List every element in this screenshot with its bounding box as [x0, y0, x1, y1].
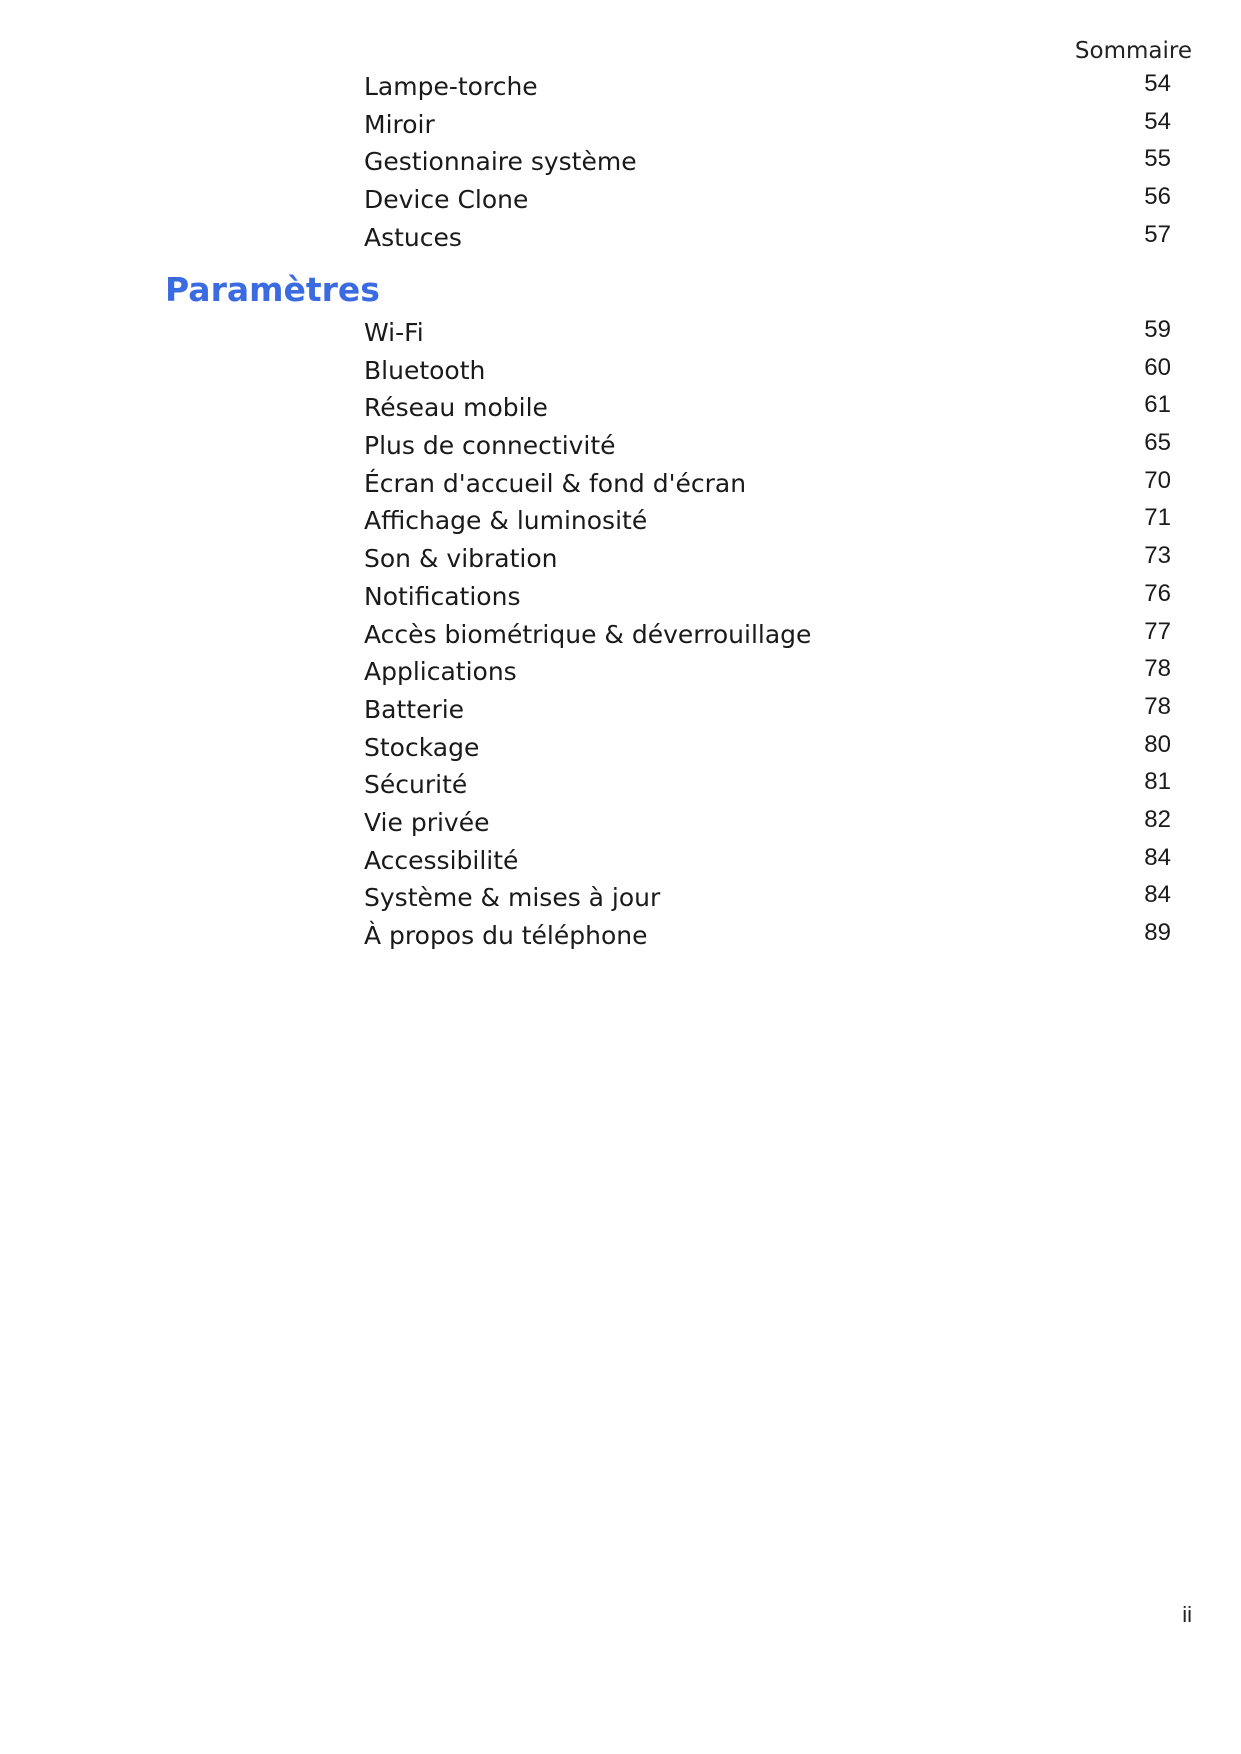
toc-entry-page-number[interactable]: 71 [1144, 504, 1171, 532]
toc-entry-page-number[interactable]: 84 [1144, 881, 1171, 909]
toc-entry[interactable] [0, 502, 1241, 540]
toc-entry[interactable] [0, 143, 1241, 181]
toc-entry[interactable] [0, 389, 1241, 427]
toc-entry[interactable] [0, 540, 1241, 578]
toc-entry[interactable] [0, 653, 1241, 691]
toc-entry-title[interactable]: Device Clone [364, 185, 529, 215]
toc-entry-page-number[interactable]: 65 [1144, 429, 1171, 457]
toc-entry-page-number[interactable]: 80 [1144, 730, 1171, 758]
toc-entry-page-number[interactable]: 60 [1144, 353, 1171, 381]
toc-entry-title[interactable]: Affichage & luminosité [364, 506, 648, 536]
toc-entry-page-number[interactable]: 61 [1144, 391, 1171, 419]
toc-entry-page-number[interactable]: 77 [1144, 617, 1171, 645]
toc-entry-page-number[interactable]: 84 [1144, 843, 1171, 871]
toc-entry-title[interactable]: Miroir [364, 109, 435, 139]
toc-entry-page-number[interactable]: 78 [1144, 655, 1171, 683]
toc-entry-title[interactable]: Batterie [364, 694, 465, 724]
toc-entry-title[interactable]: Son & vibration [364, 544, 558, 574]
toc-entry[interactable] [0, 68, 1241, 106]
toc-entry[interactable] [0, 578, 1241, 616]
toc-entry-title[interactable]: Sécurité [364, 770, 468, 800]
toc-entry-page-number[interactable]: 73 [1144, 542, 1171, 570]
toc-entry[interactable] [0, 917, 1241, 955]
toc-entry-page-number[interactable]: 57 [1144, 220, 1171, 248]
toc-entry-title[interactable]: Accès biométrique & déverrouillage [364, 619, 812, 649]
toc-entry[interactable] [0, 427, 1241, 465]
toc-entry[interactable] [0, 616, 1241, 654]
toc-entry-title[interactable]: Applications [364, 657, 517, 687]
section-heading-parametres[interactable]: Paramètres [165, 270, 380, 309]
running-header: Sommaire [1074, 38, 1192, 64]
toc-entry[interactable] [0, 842, 1241, 880]
toc-entry-title[interactable]: Plus de connectivité [364, 431, 616, 461]
toc-entry-title[interactable]: Réseau mobile [364, 393, 548, 423]
toc-entry-page-number[interactable]: 56 [1144, 183, 1171, 211]
toc-entry-page-number[interactable]: 54 [1144, 107, 1171, 135]
toc-entry-title[interactable]: Stockage [364, 732, 480, 762]
toc-entry-title[interactable]: Lampe-torche [364, 72, 538, 101]
toc-entry[interactable] [0, 465, 1241, 503]
toc-list-top [0, 68, 1241, 256]
toc-entry[interactable] [0, 691, 1241, 729]
toc-entry-page-number[interactable]: 70 [1144, 466, 1171, 494]
toc-entry-title[interactable]: Écran d'accueil & fond d'écran [364, 468, 747, 498]
toc-entry-page-number[interactable]: 54 [1144, 70, 1171, 97]
toc-entry-title[interactable]: Notifications [364, 581, 521, 611]
toc-entry-title[interactable]: Bluetooth [364, 355, 486, 385]
toc-entry[interactable] [0, 352, 1241, 390]
toc-entry-page-number[interactable]: 81 [1144, 768, 1171, 796]
toc-entry[interactable] [0, 879, 1241, 917]
toc-entry-title[interactable]: Gestionnaire système [364, 147, 637, 177]
toc-entry[interactable] [0, 106, 1241, 144]
toc-entry-title[interactable]: Astuces [364, 222, 462, 252]
toc-entry[interactable] [0, 219, 1241, 257]
toc-entry[interactable] [0, 181, 1241, 219]
toc-entry-title[interactable]: Accessibilité [364, 845, 519, 875]
toc-entry-title[interactable]: Vie privée [364, 807, 490, 837]
toc-entry-page-number[interactable]: 89 [1144, 919, 1171, 946]
toc-entry[interactable] [0, 314, 1241, 352]
toc-entry-page-number[interactable]: 82 [1144, 805, 1171, 833]
toc-entry[interactable] [0, 729, 1241, 767]
toc-entry-page-number[interactable]: 55 [1144, 145, 1171, 173]
toc-entry[interactable] [0, 766, 1241, 804]
toc-list-parametres [0, 314, 1241, 955]
toc-entry-title[interactable]: Système & mises à jour [364, 883, 661, 913]
toc-entry-title[interactable]: Wi-Fi [364, 318, 424, 347]
toc-entry[interactable] [0, 804, 1241, 842]
toc-entry-page-number[interactable]: 78 [1144, 692, 1171, 720]
toc-entry-title[interactable]: À propos du téléphone [364, 921, 648, 950]
page-number: ii [1182, 1602, 1192, 1627]
toc-entry-page-number[interactable]: 76 [1144, 579, 1171, 607]
toc-entry-page-number[interactable]: 59 [1144, 316, 1171, 343]
